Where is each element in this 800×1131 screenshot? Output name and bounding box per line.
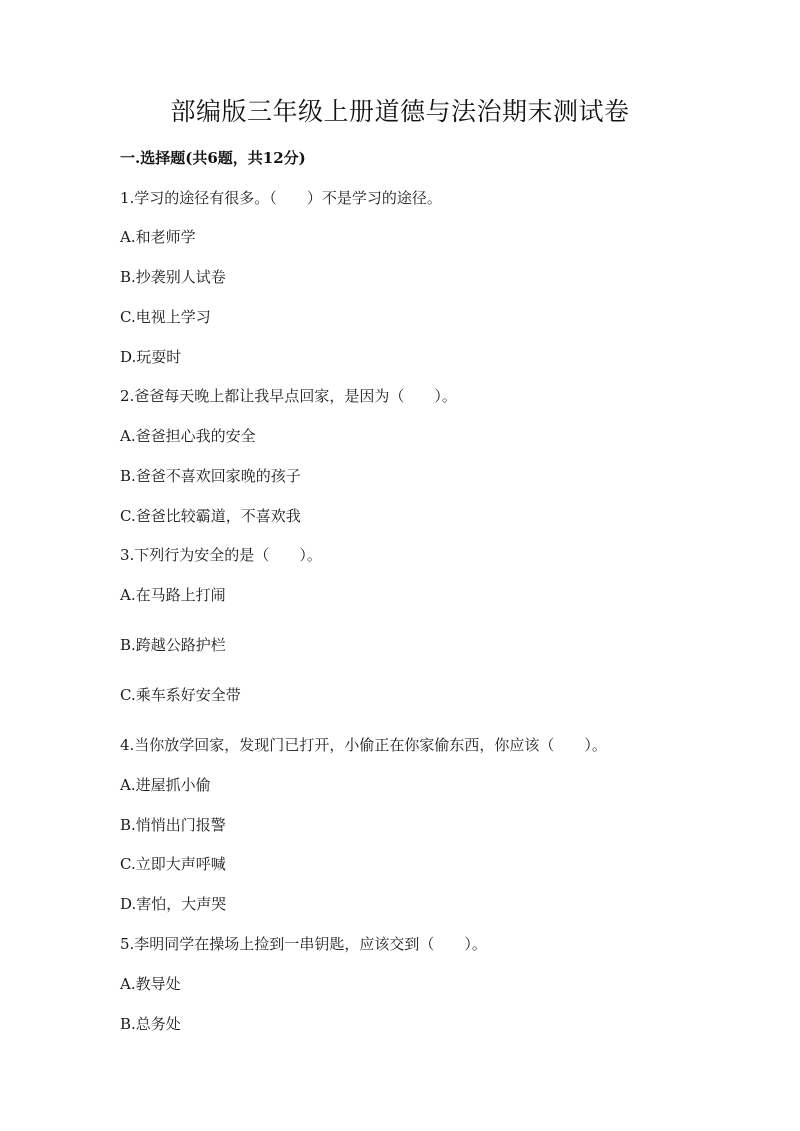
question-1-option-d: D.玩耍时 <box>120 348 182 366</box>
question-1-option-c: C.电视上学习 <box>120 308 211 326</box>
question-3-stem: 3.下列行为安全的是（ ）。 <box>120 546 322 564</box>
question-4-option-d: D.害怕，大声哭 <box>120 895 227 913</box>
question-4-option-c: C.立即大声呼喊 <box>120 855 226 873</box>
question-3-option-c: C.乘车系好安全带 <box>120 686 241 704</box>
page-title: 部编版三年级上册道德与法治期末测试卷 <box>170 97 630 126</box>
section-heading: 一.选择题(共6题，共12分) <box>120 149 306 167</box>
question-5-stem: 5.李明同学在操场上捡到一串钥匙，应该交到（ ）。 <box>120 935 487 953</box>
question-3-option-a: A.在马路上打闹 <box>120 586 226 604</box>
question-4-option-b: B.悄悄出门报警 <box>120 816 226 834</box>
question-2-option-b: B.爸爸不喜欢回家晚的孩子 <box>120 467 301 485</box>
question-1-option-b: B.抄袭别人试卷 <box>120 268 226 286</box>
question-1-option-a: A.和老师学 <box>120 228 196 246</box>
question-4-option-a: A.进屋抓小偷 <box>120 776 211 794</box>
question-3-option-b: B.跨越公路护栏 <box>120 636 226 654</box>
question-2-option-a: A.爸爸担心我的安全 <box>120 427 256 445</box>
question-4-stem: 4.当你放学回家，发现门已打开，小偷正在你家偷东西，你应该（ ）。 <box>120 736 607 754</box>
question-2-option-c: C.爸爸比较霸道，不喜欢我 <box>120 507 301 525</box>
question-1-stem: 1.学习的途径有很多。（ ）不是学习的途径。 <box>120 189 442 207</box>
question-2-stem: 2.爸爸每天晚上都让我早点回家，是因为（ ）。 <box>120 387 457 405</box>
question-5-option-b: B.总务处 <box>120 1015 181 1033</box>
question-5-option-a: A.教导处 <box>120 975 181 993</box>
